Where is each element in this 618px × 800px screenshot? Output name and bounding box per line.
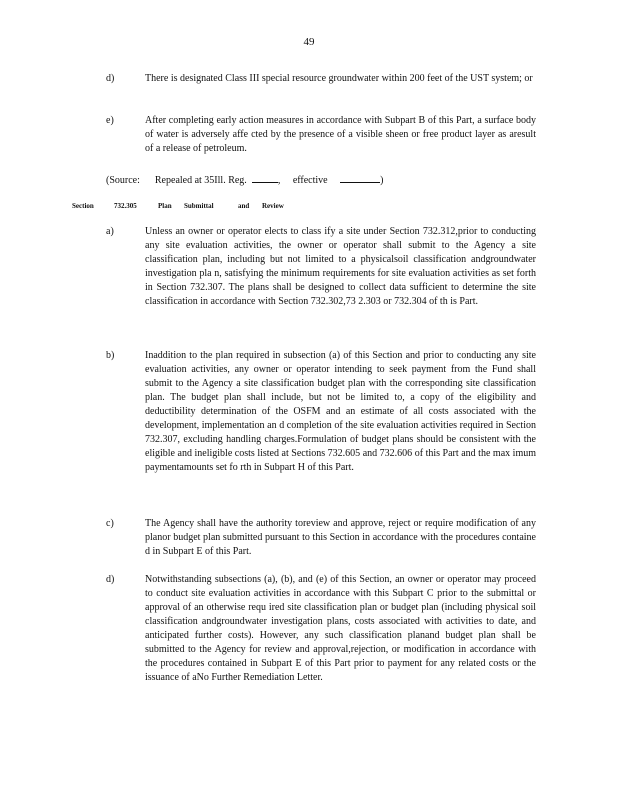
heading-title-submittal: Submittal — [184, 202, 214, 210]
list-item-e-intro — [106, 114, 536, 156]
list-item-b — [106, 349, 536, 475]
source-repealed: Repealed at 35Ill. Reg. — [154, 175, 247, 186]
list-item-d-intro — [106, 72, 536, 86]
source-suffix: ) — [380, 175, 384, 186]
item-label: a) — [106, 226, 114, 237]
item-label: d) — [106, 574, 115, 585]
list-item-c — [106, 517, 536, 559]
heading-section-number: 732.305 — [114, 202, 137, 210]
item-label: d) — [106, 73, 115, 84]
source-prefix: (Source: — [106, 175, 140, 186]
item-label: b) — [106, 350, 115, 361]
item-label: c) — [106, 518, 114, 529]
page-number: 49 — [303, 36, 315, 48]
heading-title-and: and — [238, 202, 250, 210]
heading-title-plan: Plan — [158, 202, 172, 210]
source-effective: effective — [292, 175, 328, 186]
list-item-a — [106, 225, 536, 309]
item-text: After completing early action measures in accordance with Subpart B of this Part, a surface body of water is adversely affe cted by the presence of a visible sheen or free product layer as aresult of a release of petroleum. — [145, 115, 536, 154]
item-text: There is designated Class III special resource groundwater within 200 feet of the UST system; or — [145, 73, 533, 84]
item-text: Unless an owner or operator elects to class ify a site under Section 732.312,prior to conducting any site evaluation activities, the owner or operator shall submit to the Agency a site classification plan, including but not limited to a physicalsoil classification andgroundwater investigation pla n, satisfying the minimum requirements for site evaluation activities as set forth in Section 732.307. The plans shall be designed to collect data sufficient to determine the site classification in accordance with Section 732.302,73 2.303 or 732.304 of th is Part. — [145, 226, 536, 307]
item-text: Inaddition to the plan required in subsection (a) of this Section and prior to conducting any site evaluation activities, any owner or operator intending to seek payment from the Fund shall submit to the Agency a site classification budget plan with the corresponding site classification plan. The budget plan shall include, but not be limited to, a copy of the eligibility and deductibility determination of the OSFM and an estimate of all costs associated with the development, implementation an d completion of the site evaluation activities required in Section 732.307, excluding handling charges.Formulation of budget plans should be consistent with the eligible and ineligible costs listed at Sections 732.605 and 732.606 of this Part and the max imum paymentamounts set fo rth in Subpart H of this Part. — [145, 350, 536, 473]
item-text: The Agency shall have the authority toreview and approve, reject or require modification of any planor budget plan submitted pursuant to this Section in accordance with the procedures containe d in Subpart E of this Part. — [145, 518, 536, 557]
source-comma: , — [277, 175, 281, 186]
item-label: e) — [106, 115, 114, 126]
heading-section-word: Section — [72, 202, 94, 210]
blank-reg-volume — [252, 172, 278, 183]
blank-effective-date — [340, 172, 380, 183]
heading-title-review: Review — [262, 202, 284, 210]
item-text: Notwithstanding subsections (a), (b), and (e) of this Section, an owner or operator may proceed to conduct site evaluation activities in accordance with this Subpart C prior to the submittal or approval of an otherwise requ ired site classification plan or budget plan (including physical soil classification andgroundwater investigation plans, costs associated with activities to date, and anticipated further costs). However, any such classification planand budget plan shall be submitted to the Agency for review and approval,rejection, or modification in accordance with the procedures contained in Subpart E of this Part prior to payment for any related costs or the issuance of aNo Further Remediation Letter. — [145, 574, 536, 683]
source-note — [106, 172, 383, 188]
list-item-d — [106, 573, 536, 685]
